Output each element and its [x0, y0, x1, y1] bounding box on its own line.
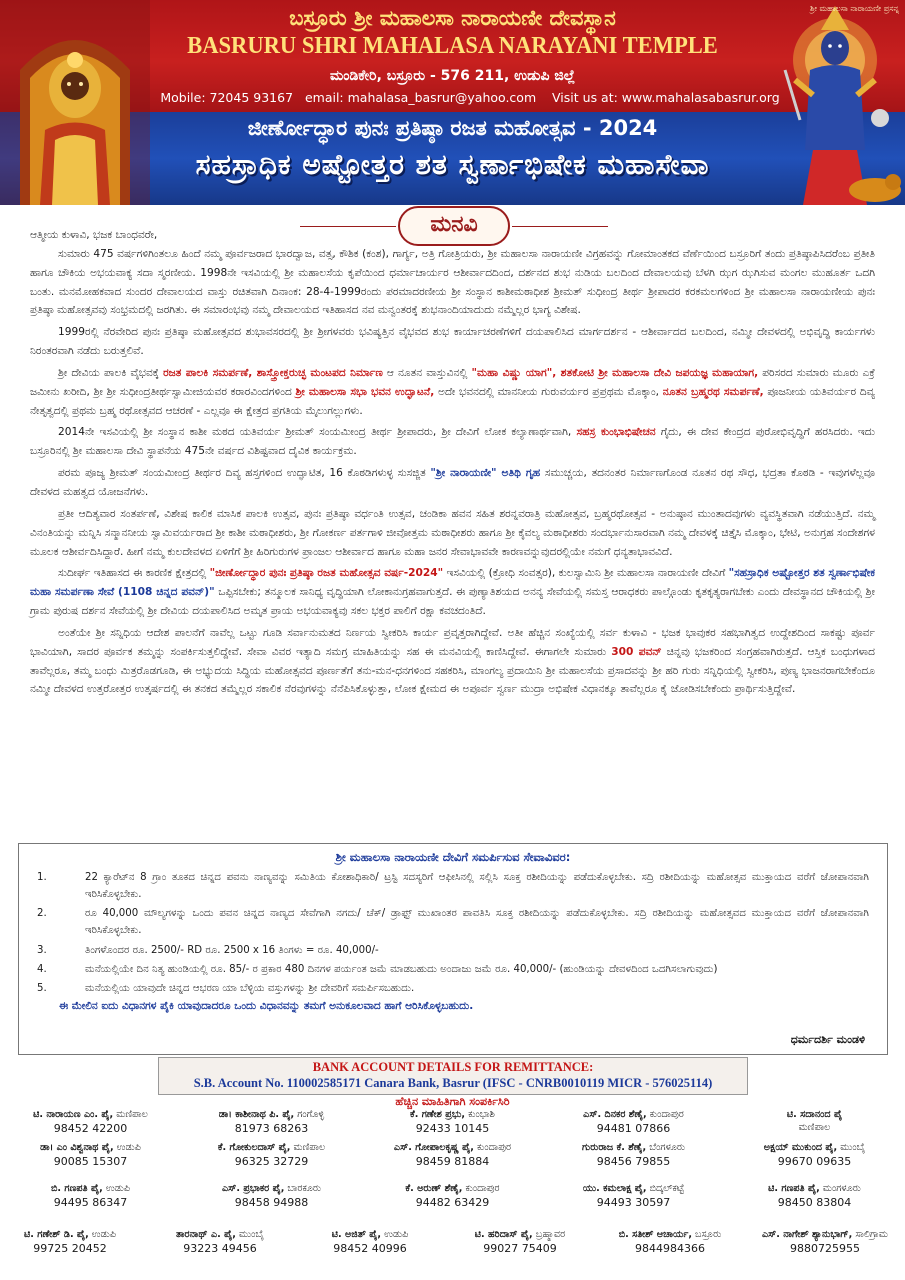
- header-mobile: Mobile: 72045 93167: [160, 90, 294, 105]
- seva-item-text: 22 ಕ್ಯಾರೆಟ್‌ನ 8 ಗ್ರಾಂ ತೂಕದ ಚಿನ್ನದ ಪವನು ನಾಣ್ಯವನ್ನು ಸಮಿತಿಯ ಕೋಶಾಧಿಕಾರಿ/ ಟ್ರಸ್ಟಿ ಸದಸ್ಯರಿಗೆ ಆಫೀಸಿನಲ್ಲಿ ಸಲ್ಲಿಸಿ ಸೂಕ್ತ ರಶೀದಿಯನ್ನು ಪಡೆದುಕೊಳ್ಳಬೇಕು. ಸದ್ರಿ ರಶೀದಿಯನ್ನು ಮಹೋತ್ಸವ ಮುಕ್ತಾಯದ ವರೆಗೆ ಜೋಪಾನವಾಗಿ ಇರಿಸಿಕೊಳ್ಳಬೇಕು.: [85, 872, 869, 901]
- contact-phone[interactable]: 93223 49456: [183, 1242, 257, 1255]
- p4-text-b: ಗೈದು, ಈ ದೇವ ಕೇಂದ್ರದ ಪುರೋಭಿವೃದ್ಧಿಗೆ ಹರಸಿದರು. ಇದು ಬಸ್ರೂರಿನಲ್ಲಿ ಶ್ರೀ ಮಹಾಲಸಾ ದೇವಿ ಸ್ಥಾಪನೆಯ 475ನೇ ವರ್ಷದ ವಿಶಿಷ್ಟವಾದ ದೈವಿಕ ಕಾರ್ಯಕ್ರಮ.: [30, 426, 876, 458]
- contact-card: [0, 1109, 181, 1135]
- contact-phone[interactable]: 9844984366: [635, 1242, 705, 1255]
- contact-location: ಮಣಿಪಾಲ: [290, 1142, 326, 1153]
- p3-text-b: ಆ ನೂತನ ವಾಸ್ತುವಿನಲ್ಲಿ: [382, 366, 472, 379]
- seva-item-number: 5.: [37, 982, 47, 994]
- temple-name-english: BASRURU SHRI MAHALASA NARAYANI TEMPLE: [187, 33, 718, 59]
- contact-card: [362, 1142, 543, 1168]
- contact-card: [543, 1109, 724, 1135]
- contact-location: ಉಡುಪಿ: [102, 1183, 131, 1194]
- contact-name-line: [362, 1109, 543, 1120]
- seva-item-number: 3.: [37, 944, 47, 956]
- contact-phone[interactable]: 94481 07866: [596, 1122, 671, 1135]
- header-contact-line: [150, 90, 790, 105]
- header-website[interactable]: Visit us at: www.mahalasabasrur.org: [552, 90, 780, 105]
- temple-address: ಮಂಡಿಕೇರಿ, ಬಸ್ರೂರು - 576 211, ಉಡುಪಿ ಜಿಲ್ಲೆ: [329, 68, 576, 84]
- p7-highlight-b: "ಸಹಸ್ರಾಧಿಕ ಅಷ್ಟೋತ್ತರ ಶತ ಸ್ವರ್ಣಾಭಿಷೇಕ ಮಹಾ ಸಮರ್ಪಣಾ ಸೇವೆ (1108 ಚಿನ್ನದ ಪವನ್)": [30, 567, 875, 599]
- header-top-small-text: ಶ್ರೀ ಮಹಾಲಸಾ ನಾರಾಯಣೀ ಪ್ರಸನ್ನ: [809, 4, 899, 13]
- p7-text-a: ಸುದೀರ್ಘ ಇತಿಹಾಸದ ಈ ಕಾರಣಿಕ ಕ್ಷೇತ್ರದಲ್ಲಿ: [58, 567, 210, 580]
- seva-item-number: 4.: [37, 963, 47, 975]
- paragraph-7: [30, 564, 875, 621]
- p8-text-a: ಅಂತೆಯೇ ಶ್ರೀ ಸನ್ನಿಧಿಯ ಆದೇಶ ಪಾಲನೆಗೆ ನಾವೆಲ್ಲ ಒಟ್ಟು ಗೂಡಿ ಸರ್ವಾನುಮತದ ನಿರ್ಣಯ ಸ್ವೀಕರಿಸಿ ಕಾರ್ಯ ಪ್ರವೃತ್ತರಾಗಿದ್ದೇವೆ. ಅತೀ ಹೆಚ್ಚಿನ ಸಂಖ್ಯೆಯಲ್ಲಿ ಸರ್ವ ಕುಳಾವಿ - ಭಜಕ ಭಾವುಕರ ಸಹಭಾಗಿತ್ವದ ಉದ್ದೇಶದಿಂದ ಸಾಕಷ್ಟು ಪೂರ್ವ ಭಾವಿಯಾಗಿ, ಸಾದರ ಪೂರ್ವಕ ತಮ್ಮನ್ನು ಸಂಪರ್ಕಿಸುತ್ತಲಿದ್ದೇವೆ. ಸೇವಾ ವಿವರ ಇತ್ಯಾದಿ ಸಮಗ್ರ ಮಾಹಿತಿಯನ್ನು ಸಹ ಈ ಮನವಿಯಲ್ಲಿ ಕಾಣಿಸಿದ್ದೇವೆ. ಈಗಾಗಲೇ ಸುಮಾರು: [30, 626, 875, 658]
- contact-name-line: [745, 1229, 905, 1240]
- contact-name: ಟಿ. ಗಣಪತಿ ಪೈ,: [768, 1183, 820, 1194]
- contact-card: [543, 1183, 724, 1209]
- paragraph-2: 1999ರಲ್ಲಿ ನೆರವೇರಿದ ಪುನಃ ಪ್ರತಿಷ್ಠಾ ಮಹೋತ್ಸವದ ಶುಭಾವಸರದಲ್ಲಿ ಶ್ರೀ ಶ್ರೀಗಳವರು ಭವಿಷ್ಯತ್ತಿನ ವೈಭವದ ಶುಭ ಕಾರ್ಯಾಚರಣೆಗಳಿಗೆ ದಯಪಾಲಿಸಿದ ಮಾರ್ಗದರ್ಶನ - ಆಶೀರ್ವಾದದ ಬಲದಿಂದ, ನಮ್ಮೀ ದೇವಳದಲ್ಲಿ ಅಭಿವೃದ್ಧಿ ಕಾರ್ಯಗಳು ನಿರಂತರವಾಗಿ ನಡೆದು ಬರುತ್ತಲಿವೆ.: [30, 326, 875, 358]
- p5-highlight: "ಶ್ರೀ ನಾರಾಯಣೀ" ಅತಿಥಿ ಗೃಹ: [430, 467, 541, 480]
- contact-card: [595, 1229, 745, 1255]
- contact-name-line: [595, 1229, 745, 1240]
- contact-name: ಎಸ್. ಪ್ರಭಾಕರ ಪೈ,: [221, 1183, 285, 1194]
- seva-item: [37, 869, 869, 903]
- p7-text-b: ಇಸವಿಯಲ್ಲಿ (ಕ್ರೋಧಿ ಸಂವತ್ಸರ), ಕುಲಸ್ವಾಮಿನಿ ಶ್ರೀ ಮಹಾಲಸಾ ನಾರಾಯಣೀ ದೇವಿಗೆ: [443, 567, 729, 580]
- contact-name-line: [543, 1109, 724, 1120]
- contact-phone[interactable]: 94482 63429: [415, 1196, 490, 1209]
- header-email[interactable]: email: mahalasa_basrur@yahoo.com: [304, 90, 537, 105]
- contact-card: [181, 1109, 362, 1135]
- p3-text-e: ಪೂಜನೀಯ ಯತಿವರ್ಯರ ದಿವ್ಯ ನೇತೃತ್ವದಲ್ಲಿ ಪ್ರಥಮ ಬ್ರಹ್ಮ ರಥೋತ್ಸವದ ಆಚರಣೆ - ಎಲ್ಲವೂ ಈ ಕ್ಷೇತ್ರದ ಪ್ರಗತಿಯ ಮೈಲುಗಲ್ಲುಗಳು.: [30, 385, 875, 417]
- p8-text-b: ಚಿನ್ನವು ಭಜಕರಿಂದ ಸಂಗ್ರಹವಾಗಿರುತ್ತದೆ. ಆಸ್ತಿಕ ಬಂಧುಗಳಾದ ತಾವೆಲ್ಲರೂ, ತಮ್ಮ ಬಂಧು ಮಿತ್ರರೊಡಗೂಡಿ, ಈ ಅಭ್ಯುದಯ ಸಿದ್ಧಿಯ ಮಹೋತ್ಸವದ ಪೂರ್ಣತೆಗೆ ತನು-ಮನ-ಧನಗಳಿಂದ ಸಹಕರಿಸಿ, ಮಾಂಗಲ್ಯ ಪ್ರದಾಯಿನಿ ಶ್ರೀ ಮಹಾಲಸೆಯ ಪ್ರಸಾದವನ್ನು ಶ್ರೀ ಹರಿ ಗುರು ಸನ್ನಿಧಿಯಲ್ಲಿ ಸ್ವೀಕರಿಸಿ, ಪುಣ್ಯ ಭಾಜನರಾಗಬೇಕೆಂದೂ ನಮ್ಮೀ ದೇವಳದ ಉತ್ತರೋತ್ತರ ಉತ್ಕರ್ಷದಲ್ಲಿ ಈ ತನಕದ ತಮ್ಮೆಲ್ಲರ ಸಕಾಲಿಕ ನೆರವುಗಳನ್ನು ನೆನೆಪಿಸಿಕೊಳ್ಳುತ್ತಾ, ಲೋಕ ಕ್ಷೇಮದ ಈ ಅಪೂರ್ವ ಸ್ವರ್ಣ ಮುದ್ರಾ ಅಭಿಷೇಕ ವಿಧಾನಕ್ಕೂ ತಾವೆಲ್ಲರೂ ಕೈ ಜೋಡಿಸಬೇಕೆಂದು ಪ್ರಾರ್ಥಿಸುತ್ತಿದ್ದೇವೆ.: [30, 645, 876, 696]
- contact-name: ಡಾ। ಎಂ ವಿಶ್ವನಾಥ ಪೈ,: [40, 1142, 114, 1153]
- contact-location: ಬ್ರಹ್ಮಾವರ: [532, 1229, 566, 1240]
- p3-highlight-b: "ಮಹಾ ವಿಷ್ಣು ಯಾಗ", ಶತಕೋಟಿ ಶ್ರೀ ಮಹಾಲಸಾ ದೇವಿ ಜಪಯಜ್ಞ ಮಹಾಯಾಗ,: [471, 366, 759, 379]
- contact-name: ಟಿ. ಹರಿದಾಸ್ ಪೈ,: [474, 1229, 533, 1240]
- contact-name-line: [0, 1142, 181, 1153]
- seva-item: [37, 961, 869, 978]
- contact-phone: ಮಣಿಪಾಲ: [798, 1122, 831, 1133]
- p7-highlight-a: "ಜೀರ್ಣೋದ್ಧಾರ ಪುನಃ ಪ್ರತಿಷ್ಠಾ ರಜತ ಮಹೋತ್ಸವ ವರ್ಷ-2024": [209, 567, 444, 580]
- seva-item-text: ಮನೆಯಲ್ಲಿಯೇ ದಿನ ನಿತ್ಯ ಹುಂಡಿಯಲ್ಲಿ ರೂ. 85/- ರ ಪ್ರಕಾರ 480 ದಿನಗಳ ಪರ್ಯಂತ ಜಮೆ ಮಾಡಬಹುದು ಅಂದಾಜು ಜಮೆ ರೂ. 40,000/- (ಹುಂಡಿಯನ್ನು ದೇವಳದಿಂದ ಒದಗಿಸಲಾಗುವುದು): [85, 963, 718, 975]
- paragraph-5: [30, 464, 875, 502]
- deity-left-image: [0, 0, 150, 205]
- contact-name-line: [724, 1183, 905, 1194]
- paragraph-6: ಪ್ರತೀ ಆದಿತ್ಯವಾರ ಸಂತರ್ಪಣೆ, ವಿಶೇಷ ಕಾಲಿಕ ಮಾಸಿಕ ಪಾಲಕಿ ಉತ್ಸವ, ಪುನಃ ಪ್ರತಿಷ್ಠಾ ವರ್ಧಂತಿ ಉತ್ಸವ, ಚಂಡಿಕಾ ಹವನ ಸಹಿತ ಶರನ್ನವರಾತ್ರಿ ಮಹೋತ್ಸವ, ಬ್ರಹ್ಮರಥೋತ್ಸವ - ಅನುಷ್ಠಾನ ಮುಂತಾದವುಗಳು ವ್ಯವಸ್ಥಿತವಾಗಿ ನಡೆಯುತ್ತಿದೆ. ನಮ್ಮ ವಿನಂತಿಯನ್ನು ಮನ್ನಿಸಿ ಸನ್ಮಾನನೀಯ ಸ್ವಾಮಿವರ್ಯರಾದ ಶ್ರೀ ಕಾಶೀ ಮಠಾಧೀಶರು, ಶ್ರೀ ಗೋಕರ್ಣ ಪರ್ತಗಾಳಿ ಜೀವೋತ್ತಮ ಮಠಾಧೀಶರು ಹಾಗೂ ಶ್ರೀ ಕೈವಲ್ಯ ಮಠಾಧೀಶರು ಸಂದರ್ಭಾನುಸಾರವಾಗಿ ನಮ್ಮ ದೇವಳಕ್ಕೆ ಚಿತ್ತೈಸಿ ಮೊಕ್ಕಾಂ, ಭೇಟಿ, ಅನುಗ್ರಹ ಸಂದೇಶಗಳ ಮೂಲಕ ಆಶೀರ್ವದಿಸಿದ್ದಾರೆ. ಹೀಗೆ ನಮ್ಮ ಕುಲದೇವಳದ ಏಳಿಗೆಗೆ ಶ್ರೀ ಹಿರಿಗುರುಗಳ ಪ್ರಾಂಜಲ ಆಶೀರ್ವಾದ ಹಾಗೂ ಮಹಾ ಜನರ ಸೇವಾಭಾವವೇ ಕಾರಣವನ್ನುವುದರಲ್ಲಿಯೇ ನಮಗೆ ಧನ್ಯತಾಭಾವವಿದೆ.: [30, 507, 875, 558]
- contact-name-line: [362, 1183, 543, 1194]
- contact-name-line: [181, 1109, 362, 1120]
- contact-location: ಮಂಗಳೂರು: [819, 1183, 861, 1194]
- contact-card: [362, 1183, 543, 1209]
- contact-name-line: [0, 1229, 145, 1240]
- contact-phone[interactable]: 98458 94988: [234, 1196, 309, 1209]
- contact-name: ಟಿ. ನಾರಾಯಣ ಎಂ. ಪೈ,: [33, 1109, 114, 1120]
- bank-account-line: S.B. Account No. 110002585171 Canara Bank, Basrur (IFSC - CNRB0010119 MICR - 576025114): [193, 1076, 713, 1090]
- contact-card: [0, 1183, 181, 1209]
- contact-location: ಗಂಗೊಳ್ಳಿ: [294, 1109, 325, 1120]
- contact-card: [0, 1229, 145, 1255]
- contact-location: ಕುಂದಾಪುರ: [462, 1183, 500, 1194]
- contact-phone[interactable]: 98452 40996: [333, 1242, 407, 1255]
- contact-name-line: [543, 1142, 724, 1153]
- contact-name: ಕೆ. ಅರುಣ್ ಶೆಣೈ,: [405, 1183, 463, 1194]
- contact-location: ಮುಂಬೈ: [235, 1229, 264, 1240]
- contact-card: [145, 1229, 295, 1255]
- contact-location: ಕುಂದಾಪುರ: [473, 1142, 512, 1153]
- seva-details-title: ಶ್ರೀ ಮಹಾಲಸಾ ನಾರಾಯಣೀ ದೇವಿಗೆ ಸಮರ್ಪಿಸುವ ಸೇವಾವಿವರ:: [335, 850, 571, 864]
- contact-phone[interactable]: 98459 81884: [415, 1155, 490, 1168]
- bank-details-box: [158, 1057, 748, 1095]
- contact-phone[interactable]: 81973 68263: [234, 1122, 309, 1135]
- contact-name-line: [724, 1109, 905, 1120]
- contact-phone[interactable]: 92433 10145: [415, 1122, 490, 1135]
- seva-item-number: 2.: [37, 908, 47, 920]
- contact-location: ಸಾಲಿಗ್ರಾಮ: [852, 1229, 889, 1240]
- seva-item-number: 1.: [37, 872, 47, 883]
- contact-name-line: [445, 1229, 595, 1240]
- contact-name: ಟಿ. ಅಜಿತ್ ಪೈ,: [331, 1229, 382, 1240]
- contact-name: ಎಸ್. ದಿನಕರ ಶೆಣೈ,: [583, 1109, 647, 1120]
- p3-highlight-d: ನೂತನ ಬ್ರಹ್ಮರಥ ಸಮರ್ಪಣೆ,: [662, 385, 764, 398]
- contact-name: ಟಿ. ಸದಾನಂದ ಪೈ: [786, 1109, 843, 1120]
- p4-text-a: 2014ನೇ ಇಸವಿಯಲ್ಲಿ ಶ್ರೀ ಸಂಸ್ಥಾನ ಕಾಶೀ ಮಠದ ಯತಿವರ್ಯ ಶ್ರೀಮತ್ ಸಂಯಮೀಂದ್ರ ತೀರ್ಥ ಶ್ರೀಪಾದರು, ಶ್ರೀ ದೇವಿಗೆ ಲೋಕ ಕಲ್ಯಾಣಾರ್ಥವಾಗಿ,: [58, 426, 577, 439]
- contact-card: [724, 1109, 905, 1133]
- contact-location: ಬಸ್ರೂರು: [691, 1229, 722, 1240]
- paragraph-3: [30, 364, 875, 421]
- contacts-grid: [0, 1109, 905, 1277]
- contact-location: ಬಾರಕೂರು: [284, 1183, 322, 1194]
- jubilee-title: ಜೀರ್ಣೋದ್ಧಾರ ಪುನಃ ಪ್ರತಿಷ್ಠಾ ರಜತ ಮಹೋತ್ಸವ - 2024: [247, 116, 658, 140]
- seva-details-box: [18, 843, 888, 1055]
- contact-phone[interactable]: 99027 75409: [483, 1242, 557, 1255]
- p3-text-c: ಪರಿಸರದ ಸುಮಾರು ಮೂರು ಎಕ್ರೆ ಜಮೀನು ಖರೀದಿ, ಶ್ರೀ ಶ್ರೀ ಸುಧೀಂದ್ರತೀರ್ಥಸ್ವಾಮೀಜಿಯವರ ಕರಾರವಿಂದಗಳಿಂದ: [30, 366, 875, 398]
- contact-card: [295, 1229, 445, 1255]
- p4-highlight: ಸಹಸ್ರ ಕುಂಭಾಭಿಷೇಚನ: [576, 426, 656, 439]
- p3-text-a: ಶ್ರೀ ದೇವಿಯ ಪಾಲಕಿ ವೈಭವಕ್ಕೆ: [58, 366, 164, 379]
- contact-name-line: [145, 1229, 295, 1240]
- p3-text-d: ಅದೇ ಭವನದಲ್ಲಿ ಮಾನನೀಯ ಗುರುವರ್ಯರ ಪ್ರಪ್ರಥಮ ಮೊಕ್ಕಾಂ,: [434, 385, 663, 398]
- paragraph-1: ಸುಮಾರು 475 ವರ್ಷಗಳಿಗಿಂತಲೂ ಹಿಂದೆ ನಮ್ಮ ಪೂರ್ವಜರಾದ ಭಾರದ್ವಾಜ, ವತ್ಸ, ಕೌಶಿಕ (ಕಂಶ), ಗಾರ್ಗ್ಯ, ಅತ್ರಿ ಗೋತ್ರಿಯರು, ಶ್ರೀ ಮಹಾಲಸಾ ನಾರಾಯಣೀ ವಿಗ್ರಹವನ್ನು ಗೋಮಾಂತಕದ ವೆರ್ಣೆಯಿಂದ ಬಸ್ರೂರಿಗೆ ತಂದು ಪ್ರತಿಷ್ಠಾಪಿಸಿದರೆಂಬ ಪ್ರತೀತಿ ಹಾಗೂ ಚೌಕಿಯ ಅಭಯವಾಕ್ಯ ಸದಾ ಸ್ಮರಣೀಯ. 1998ನೇ ಇಸವಿಯಲ್ಲಿ ಶ್ರೀ ಮಹಾಲಸೆಯ ಕೃಪೆಯಿಂದ ಧರ್ಮಾಚಾರ್ಯರ ಆಶೀರ್ವಾದದಿಂದ, ದರ್ಶನದ ಶುಭ ನುಡಿಯ ಬಲದಿಂದ ದೇವಾಲಯವು ಬೆಳಗಿ ಝಗ ಝಗಿಸುವ ಮಂಗಲ ಮುಹೂರ್ತ ಒದಗಿ ಬಂತು. ಮನಮೋಹಕವಾದ ಸುಂದರ ದೇವಾಲಯದ ವಾಸ್ತು ರಚಿತವಾಗಿ ದಿನಾಂಕ: 28-4-1999ರಂದು ಪರಮಾದರಣೀಯ ಶ್ರೀ ಸಂಸ್ಥಾನ ಕಾಶೀಮಠಾಧೀಶ ಶ್ರೀಮತ್ ಸುಧೀಂದ್ರ ತೀರ್ಥ ಶ್ರೀಪಾದರ ಕರಕಮಲಗಳಿಂದ ಶ್ರೀ ಮಹಾಲಸಾ ನಾರಾಯಣೀಯ ಪುನಃ ಪ್ರತಿಷ್ಠಾ ಮಹೋತ್ಸವವು ಸಂಭ್ರಮದಲ್ಲಿ ಜರಗಿತು. ಈ ಸಮಾರಂಭವು ನಮ್ಮ ದೇವಾಲಯದ ಇತಿಹಾಸದ ನವ ಮನ್ವಂತರಕ್ಕೆ ಶುಭನಾಂದಿಯಾದುದು ನಮ್ಮೆಲ್ಲರ ಭಾಗ್ಯ ವಿಶೇಷ.: [30, 247, 876, 317]
- contact-card: [724, 1183, 905, 1209]
- p7-text-c: ಒಪ್ಪಿಸಬೇಕು; ತನ್ಮೂಲಕ ಸಾನಿಧ್ಯ ವೃದ್ಧಿಯಾಗಿ ಲೋಕಾನುಗ್ರಹವಾಗುತ್ತದೆ. ಈ ಪುಣ್ಯಾತಿಶಯದ ಅನನ್ಯ ಸೇವೆಯಲ್ಲಿ ಸಮಸ್ತ ಆರಾಧಕರು ಪಾಲ್ಗೊಂಡು ಕೃತಕೃತ್ಯರಾಗಬೇಕು ಎಂದು ದೇವಸ್ಥಾನದ ಚೌಕಿಯಲ್ಲಿ ಶ್ರೀ ಗ್ರಾಮ ಪುರುಷ ದರ್ಶನ ಸೇವೆಯಲ್ಲಿ ಶ್ರೀ ದೇವಿಯ ದಯಪಾಲಿಸಿದ ಅಮೃತ ಪ್ರಾಯ ಅಭಯವಾಕ್ಯವು ಸಕಲ ಭಕ್ತರ ಪಾಲಿಗೆ ರಕ್ಷಾ ಕವಚದಂತಿದೆ.: [30, 586, 875, 618]
- salutation: ಆತ್ಮೀಯ ಕುಳಾವಿ, ಭಜಕ ಬಾಂಧವರೇ,: [30, 229, 158, 241]
- contact-name-line: [295, 1229, 445, 1240]
- contact-phone[interactable]: 94495 86347: [53, 1196, 128, 1209]
- contact-phone[interactable]: 96325 32729: [234, 1155, 309, 1168]
- contact-name-line: [0, 1183, 181, 1194]
- contact-name: ಕೆ. ಗಣೇಶ ಪ್ರಭು,: [410, 1109, 466, 1120]
- contact-phone[interactable]: 98452 42200: [53, 1122, 128, 1135]
- contact-name: ಟಿ. ಗಣೇಶ್ ಡಿ. ಪೈ,: [24, 1229, 89, 1240]
- contact-phone[interactable]: 98450 83804: [777, 1196, 852, 1209]
- trustee-board-signature: ಧರ್ಮದರ್ಶಿ ಮಂಡಳಿ: [790, 1033, 865, 1046]
- contact-name: ತಾರನಾಥ್ ಎ. ಪೈ,: [176, 1229, 236, 1240]
- contact-name: ಕೆ. ಗೋಕುಲದಾಸ್ ಪೈ,: [217, 1142, 291, 1153]
- seva-item: [37, 905, 869, 939]
- manavi-badge: ಮನವಿ: [398, 206, 510, 246]
- paragraph-8: [30, 624, 875, 699]
- seva-item: [37, 980, 869, 997]
- contact-phone[interactable]: 90085 15307: [53, 1155, 128, 1168]
- seva-note: ಈ ಮೇಲಿನ ಐದು ವಿಧಾನಗಳ ಪೈಕಿ ಯಾವುದಾದರೂ ಒಂದು ವಿಧಾನವನ್ನು ತಮಗೆ ಅನುಕೂಲವಾದ ಹಾಗೆ ಆರಿಸಿಕೊಳ್ಳಬಹುದು.: [59, 999, 474, 1012]
- seva-item: [37, 942, 869, 959]
- contact-name: ಬಿ. ಗಣಪತಿ ಪೈ,: [50, 1183, 103, 1194]
- contact-card: [0, 1142, 181, 1168]
- contact-card: [181, 1142, 362, 1168]
- p5-text-b: ಸಮುಚ್ಚಯ, ತದನಂತರ ನಿರ್ಮಾಣಗೊಂಡ ನೂತನ ರಥ ಸೌಧ, ಭದ್ರತಾ ಕೊಠಡಿ - ಇವುಗಳೆಲ್ಲವೂ ದೇವಳದ ಮಹತ್ವದ ಯೋಜನೆಗಳು.: [30, 467, 875, 498]
- seva-list: [37, 869, 869, 997]
- seva-item-text: ಮನೆಯಲ್ಲಿಯ ಯಾವುದೇ ಚಿನ್ನದ ಆಭರಣ ಯಾ ಬೆಳ್ಳಿಯ ವಸ್ತುಗಳನ್ನು ಶ್ರೀ ದೇವರಿಗೆ ಸಮರ್ಪಿಸಬಹುದು.: [85, 982, 415, 994]
- contact-name-line: [724, 1142, 905, 1153]
- contact-location: ಉಡುಪಿ: [381, 1229, 409, 1240]
- contacts-title: ಹೆಚ್ಚಿನ ಮಾಹಿತಿಗಾಗಿ ಸಂಪರ್ಕಿಸಿರಿ: [395, 1095, 510, 1108]
- contact-name: ಡಾ। ಕಾಶೀನಾಥ ಪಿ. ಪೈ,: [218, 1109, 295, 1120]
- contact-location: ಉಡುಪಿ: [88, 1229, 116, 1240]
- contact-name-line: [181, 1183, 362, 1194]
- contact-card: [445, 1229, 595, 1255]
- contact-phone[interactable]: 94493 30597: [596, 1196, 671, 1209]
- bank-details-title: BANK ACCOUNT DETAILS FOR REMITTANCE:: [312, 1060, 594, 1074]
- p3-highlight-a: ರಜತ ಪಾಲಕಿ ಸಮರ್ಪಣೆ, ಶಾಸ್ತ್ರೋಕ್ತರುಚ್ಛ ಮಂಟಪದ ನಿರ್ಮಾಣ: [163, 366, 383, 379]
- contact-location: ಕುಂಭಾಶಿ: [465, 1109, 495, 1120]
- contact-name-line: [181, 1142, 362, 1153]
- contact-name: ಗುರುರಾಜ ಕೆ. ಶೆಣೈ,: [581, 1142, 647, 1153]
- contact-name: ಎಸ್. ನಾಗೇಶ್ ಶ್ಯಾನುಭಾಗ್,: [761, 1229, 853, 1240]
- contact-location: ಬೆಂಗಳೂರು: [646, 1142, 686, 1153]
- contact-name: ಯು. ಕಮಲಾಕ್ಷ ಪೈ,: [582, 1183, 647, 1194]
- paragraph-4: [30, 423, 875, 461]
- header-banner: [0, 0, 905, 205]
- temple-name-kannada: ಬಸ್ರೂರು ಶ್ರೀ ಮಹಾಲಸಾ ನಾರಾಯಣೀ ದೇವಸ್ಥಾನ: [289, 6, 616, 30]
- contact-name-line: [362, 1142, 543, 1153]
- contact-card: [724, 1142, 905, 1168]
- contact-card: [181, 1183, 362, 1209]
- contact-location: ಕುಂದಾಪುರ: [646, 1109, 684, 1120]
- contact-name-line: [543, 1183, 724, 1194]
- contact-card: [362, 1109, 543, 1135]
- contact-card: [745, 1229, 905, 1255]
- p5-text-a: ಪರಮ ಪೂಜ್ಯ ಶ್ರೀಮತ್ ಸಂಯಮೀಂದ್ರ ತೀರ್ಥರ ದಿವ್ಯ ಹಸ್ತಗಳಿಂದ ಉದ್ಘಾಟಿತ, 16 ಕೊಠಡಿಗಳುಳ್ಳ ಸುಸಜ್ಜಿತ: [58, 467, 431, 480]
- contact-phone[interactable]: 98456 79855: [596, 1155, 671, 1168]
- contact-location: ಉಡುಪಿ: [113, 1142, 141, 1153]
- seva-title-banner: ಸಹಸ್ರಾಧಿಕ ಅಷ್ಟೋತ್ತರ ಶತ ಸ್ವರ್ಣಾಭಿಷೇಕ ಮಹಾಸೇವಾ: [195, 148, 710, 181]
- p3-highlight-c: ಶ್ರೀ ಮಹಾಲಸಾ ಸಭಾ ಭವನ ಉದ್ಘಾಟನೆ,: [295, 385, 435, 398]
- seva-item-text: ರೂ 40,000 ಮೌಲ್ಯಗಳನ್ನು ಒಂದು ಪವನ ಚಿನ್ನದ ನಾಣ್ಯದ ಸೇವೆಗಾಗಿ ನಗದು/ ಚೆಕ್/ ಡ್ರಾಫ್ಟ್ ಮುಖಾಂತರ ಪಾವತಿಸಿ ಸೂಕ್ತ ರಶೀದಿಯನ್ನು ಪಡೆದುಕೊಳ್ಳಬೇಕು. ಸದ್ರಿ ರಶೀದಿಯನ್ನು ಮಹೋತ್ಸವದ ಮುಕ್ತಾಯದ ವರೆಗೆ ಜೋಪಾನವಾಗಿ ಇರಿಸಿಕೊಳ್ಳಬೇಕು.: [85, 908, 869, 937]
- contact-location: ಮಣಿಪಾಲ: [113, 1109, 148, 1120]
- contact-name: ಬಿ. ಸತೀಶ್ ಆಚಾರ್ಯ,: [618, 1229, 692, 1240]
- contact-location: ಮುಂಬೈ: [837, 1142, 866, 1153]
- contact-card: [543, 1142, 724, 1168]
- contact-name-line: [0, 1109, 181, 1120]
- contact-name: ಅಕ್ಷಯ್ ಮುಕುಂದ ಪೈ,: [763, 1142, 838, 1153]
- seva-item-text: ತಿಂಗಳೊಂದರ ರೂ. 2500/- RD ರೂ. 2500 x 16 ತಿಂಗಳು = ರೂ. 40,000/-: [85, 944, 379, 956]
- contact-phone[interactable]: 99670 09635: [777, 1155, 852, 1168]
- contact-name: ಎಸ್. ಗೋಪಾಲಕೃಷ್ಣ ಪೈ,: [393, 1142, 474, 1153]
- p8-highlight: 300 ಪವನ್: [611, 645, 662, 658]
- contact-location: ಬಿದ್ಕಲ್‌ಕಟ್ಟೆ: [646, 1183, 685, 1194]
- contact-phone[interactable]: 9880725955: [790, 1242, 860, 1255]
- appeal-letter: [30, 226, 875, 702]
- contact-phone[interactable]: 99725 20452: [33, 1242, 107, 1255]
